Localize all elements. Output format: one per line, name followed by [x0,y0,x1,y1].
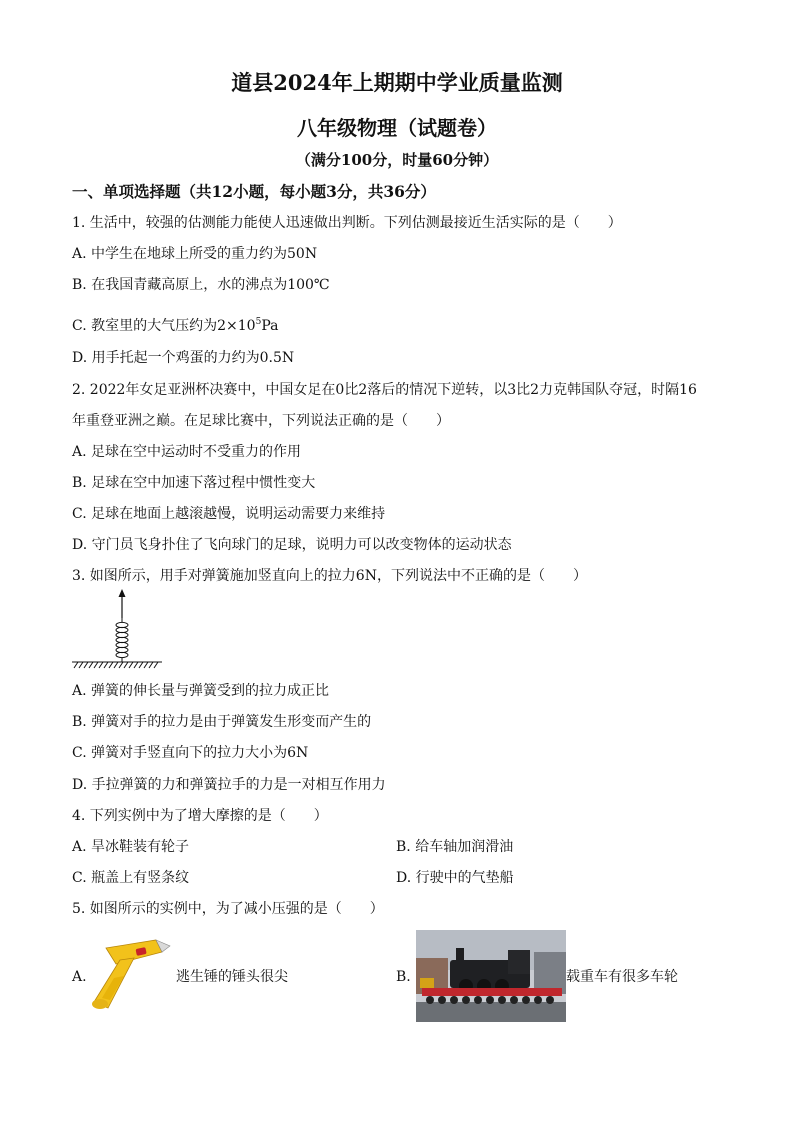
q2-option-a: A. 足球在空中运动时不受重力的作用 [72,444,302,460]
spring-figure [70,588,166,676]
q3-option-b: B. 弹簧对手的拉力是由于弹簧发生形变而产生的 [72,714,372,730]
exam-subtitle: 八年级物理（试题卷） [297,116,497,140]
q1-option-c [72,312,278,336]
q2-option-c: C. 足球在地面上越滚越慢，说明运动需要力来维持 [72,506,386,522]
q2-stem-line2: 年重登亚洲之巅。在足球比赛中，下列说法正确的是（ ） [72,413,450,429]
q3-stem: 3. 如图所示，用手对弹簧施加竖直向上的拉力6N，下列说法中不正确的是（ ） [72,568,587,584]
q2-stem-line1: 2. 2022年女足亚洲杯决赛中，中国女足在0比2落后的情况下逆转，以3比2力克韩国队夺冠，时隔16 [72,382,697,398]
q5-option-a-label: A. [72,969,87,985]
q3-option-d: D. 手拉弹簧的力和弹簧拉手的力是一对相互作用力 [72,777,386,793]
q3-option-c: C. 弹簧对手竖直向下的拉力大小为6N [72,745,309,761]
q2-option-d: D. 守门员飞身扑住了飞向球门的足球，说明力可以改变物体的运动状态 [72,537,512,553]
exam-info: （满分100分，时量60分钟） [295,151,499,169]
q4-stem: 4. 下列实例中为了增大摩擦的是（ ） [72,808,328,824]
q1-option-d: D. 用手托起一个鸡蛋的力约为0.5N [72,350,295,366]
q4-option-d: D. 行驶中的气垫船 [396,870,514,886]
escape-hammer-image [86,938,176,1014]
q2-option-b: B. 足球在空中加速下落过程中惯性变大 [72,475,316,491]
section-heading: 一、单项选择题（共12小题，每小题3分，共36分） [72,182,436,201]
q1-option-b: B. 在我国青藏高原上，水的沸点为100℃ [72,277,330,293]
q5-stem: 5. 如图所示的实例中，为了减小压强的是（ ） [72,901,384,917]
q3-option-a: A. 弹簧的伸长量与弹簧受到的拉力成正比 [72,683,330,699]
upward-arrow-icon [119,589,126,618]
exam-title: 道县2024年上期期中学业质量监测 [231,70,563,95]
q1-option-a: A. 中学生在地球上所受的重力约为50N [72,246,318,262]
q1-option-c-unit: Pa [261,318,279,334]
q5-option-b-text: 载重车有很多车轮 [566,969,678,985]
ground-hatch-icon [72,662,162,668]
q4-option-c: C. 瓶盖上有竖条纹 [72,870,190,886]
heavy-truck-image [416,930,566,1022]
q5-option-a-text: 逃生锤的锤头很尖 [176,969,288,985]
q1-option-c-exponent: 5 [255,317,262,327]
spring-coil-icon [116,618,128,662]
q4-option-b: B. 给车轴加润滑油 [396,839,514,855]
q1-stem: 1. 生活中，较强的估测能力能使人迅速做出判断。下列估测最接近生活实际的是（ ） [72,215,622,231]
q4-option-a: A. 旱冰鞋装有轮子 [72,839,190,855]
q1-option-c-text: C. 教室里的大气压约为2×10 [72,318,256,334]
q5-option-b-label: B. [396,969,411,985]
